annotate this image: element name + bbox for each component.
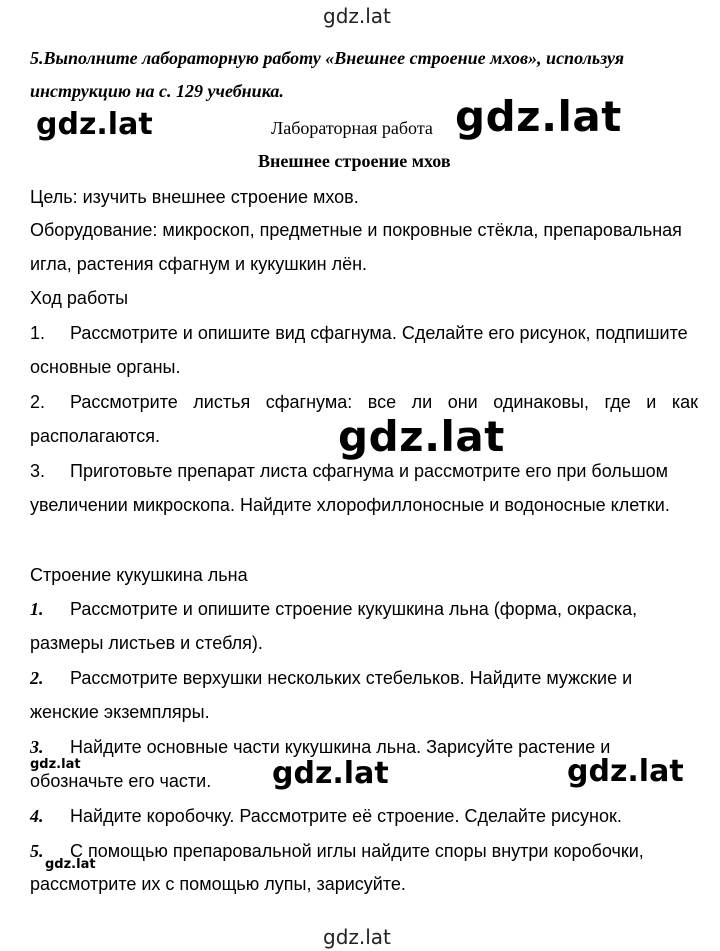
flax-step-4-line-1 xyxy=(30,805,622,827)
step-number: 1. xyxy=(30,323,46,343)
watermark-small-left-2: gdz.lat xyxy=(45,857,96,872)
flax-step-5-line-1 xyxy=(30,840,644,862)
watermark-heading-right: gdz.lat xyxy=(455,92,622,141)
lab-equipment-2: игла, растения сфагнум и кукушкин лён. xyxy=(30,254,368,274)
lab-label: Лабораторная работа xyxy=(271,118,433,138)
step-number: 2. xyxy=(30,392,46,412)
sphagnum-step-3-line-2: увеличении микроскопа. Найдите хлорофиллоносные и водоносные клетки. xyxy=(30,495,670,515)
flax-step-3-line-2: обозначьте его части. xyxy=(30,771,212,791)
step-text: Найдите основные части кукушкина льна. Зарисуйте растение и xyxy=(70,737,611,757)
flax-step-5-line-2: рассмотрите их с помощью лупы, зарисуйте. xyxy=(30,874,406,894)
step-text: Рассмотрите и опишите строение кукушкина льна (форма, окраска, xyxy=(70,599,638,619)
flax-step-3-line-1 xyxy=(30,736,610,758)
task-text-1: Выполните лабораторную работу «Внешнее строение мхов», используя xyxy=(43,48,624,68)
step-text: Рассмотрите верхушки нескольких стебельков. Найдите мужские и xyxy=(70,668,633,688)
lab-title: Внешнее строение мхов xyxy=(258,151,451,171)
watermark-top: gdz.lat xyxy=(323,4,391,28)
sphagnum-step-1-line-1 xyxy=(30,322,688,344)
watermark-center: gdz.lat xyxy=(338,412,505,461)
watermark-right-lower: gdz.lat xyxy=(567,754,684,789)
task-line-1 xyxy=(30,47,698,69)
progress-heading: Ход работы xyxy=(30,288,129,308)
watermark-mid-lower: gdz.lat xyxy=(272,756,389,791)
sphagnum-step-2-line-2: располагаются. xyxy=(30,426,160,446)
flax-step-2-line-1 xyxy=(30,667,632,689)
watermark-bottom: gdz.lat xyxy=(323,925,391,949)
flax-step-1-line-2: размеры листьев и стебля). xyxy=(30,633,263,653)
watermark-small-left-1: gdz.lat xyxy=(30,757,81,772)
step-number: 2. xyxy=(30,668,44,688)
step-number: 3. xyxy=(30,737,44,757)
flax-heading: Строение кукушкина льна xyxy=(30,565,248,585)
task-line-2: инструкцию на с. 129 учебника. xyxy=(30,81,284,101)
step-number: 4. xyxy=(30,806,44,826)
lab-goal: Цель: изучить внешнее строение мхов. xyxy=(30,187,359,207)
task-number: 5. xyxy=(30,48,44,68)
flax-step-2-line-2: женские экземпляры. xyxy=(30,702,210,722)
step-text: С помощью препаровальной иглы найдите споры внутри коробочки, xyxy=(70,841,644,861)
step-number: 3. xyxy=(30,461,46,481)
sphagnum-step-3-line-1 xyxy=(30,460,668,482)
step-text: Рассмотрите листья сфагнума: все ли они одинаковы, где и как xyxy=(70,392,698,412)
step-text: Приготовьте препарат листа сфагнума и рассмотрите его при большом xyxy=(70,461,669,481)
sphagnum-step-1-line-2: основные органы. xyxy=(30,357,181,377)
lab-equipment-1: Оборудование: микроскоп, предметные и покровные стёкла, препаровальная xyxy=(30,220,682,240)
step-text: Найдите коробочку. Рассмотрите её строение. Сделайте рисунок. xyxy=(70,806,622,826)
step-text: Рассмотрите и опишите вид сфагнума. Сделайте его рисунок, подпишите xyxy=(70,323,688,343)
step-number: 5. xyxy=(30,841,44,861)
watermark-left: gdz.lat xyxy=(36,107,153,142)
step-number: 1. xyxy=(30,599,44,619)
flax-step-1-line-1 xyxy=(30,598,637,620)
sphagnum-step-2-line-1 xyxy=(30,391,698,413)
